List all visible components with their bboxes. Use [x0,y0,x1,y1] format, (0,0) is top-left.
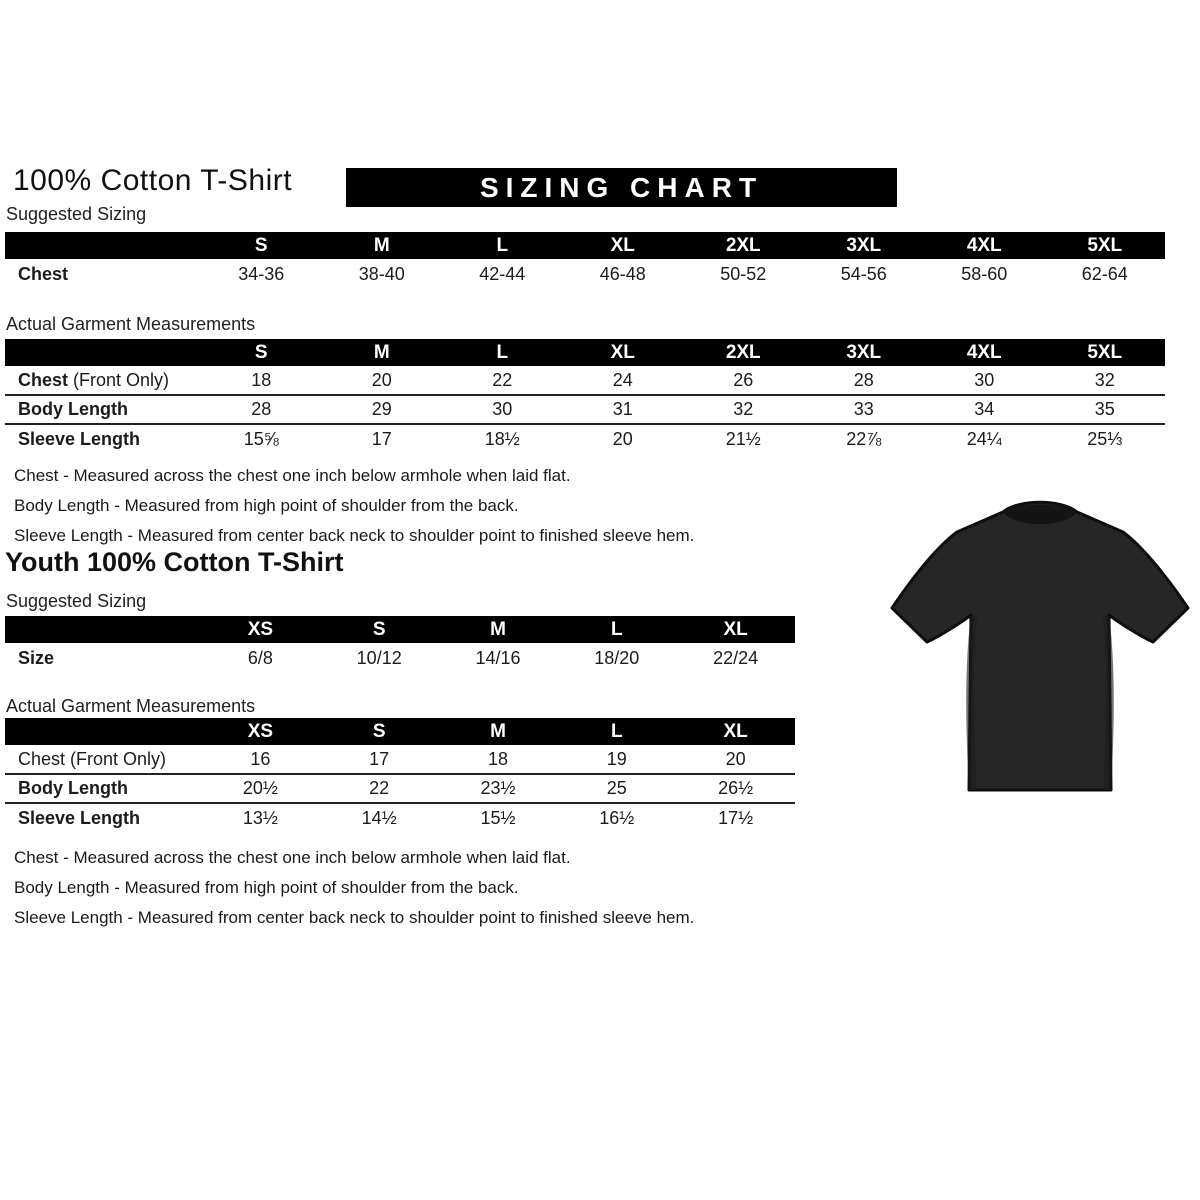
size-column-header: 5XL [1045,232,1166,259]
measurement-value: 29 [322,395,443,424]
size-column-header: S [201,232,322,259]
measurement-value: 20 [322,366,443,395]
header-spacer [5,232,201,259]
note-sleeve-length: Sleeve Length - Measured from center back neck to shoulder point to finished sleeve hem. [14,908,695,927]
measurement-value: 20 [612,428,633,449]
measurement-value: 25⅓ [1087,428,1123,449]
size-column-header: L [442,339,563,366]
note-body-length: Body Length - Measured from high point of shoulder from the back. [14,496,519,515]
measurement-value: 21½ [725,428,761,449]
tshirt-image [885,490,1195,808]
measurement-value: 26 [683,366,804,395]
youth-suggested-sizing-label: Suggested Sizing [6,591,147,611]
measurement-value: 28 [201,395,322,424]
youth-garment-measurements-table [5,718,795,832]
size-header-row [5,616,795,643]
youth-measurement-notes [14,843,694,933]
adult-measurement-notes [14,461,694,551]
size-column-header: L [442,232,563,259]
measurement-value: 25 [557,774,676,803]
measurement-value: 22⅞ [846,428,882,449]
size-column-header: XL [676,616,795,643]
measurement-value: 15⅝ [243,428,279,449]
measurement-row [5,745,795,774]
measurement-value: 20½ [201,774,320,803]
measurement-value: 20 [676,745,795,774]
measurement-row [5,424,1165,453]
size-header-row [5,339,1165,366]
size-column-header: 3XL [804,232,925,259]
measurement-value: 18 [439,745,558,774]
measurement-value: 10/12 [356,648,402,668]
measurement-value: 50-52 [720,264,767,284]
adult-suggested-sizing-label: Suggested Sizing [6,204,147,224]
measurement-value: 18½ [484,428,520,449]
measurement-value: 18/20 [594,648,640,668]
measurement-value: 35 [1045,395,1166,424]
measurement-value: 18 [201,366,322,395]
size-column-header: L [557,718,676,745]
measurement-value: 17 [320,745,439,774]
header-spacer [5,718,201,745]
measurement-value: 22 [320,774,439,803]
measurement-value: 32 [1045,366,1166,395]
header-spacer [5,339,201,366]
measurement-row [5,366,1165,395]
measurement-value: 17½ [718,807,754,828]
measurement-value: 19 [557,745,676,774]
sizing-chart-banner-text: SIZING CHART [479,171,764,203]
measurement-row [5,395,1165,424]
measurement-value: 6/8 [247,648,273,668]
adult-suggested-sizing-table [5,232,1165,290]
measurement-value: 16½ [599,807,635,828]
measurement-row [5,259,1165,290]
size-column-header: XL [676,718,795,745]
measurement-value: 31 [563,395,684,424]
youth-page-title: Youth 100% Cotton T-Shirt [5,547,344,577]
size-header-row [5,718,795,745]
size-column-header: S [201,339,322,366]
row-label: Size [18,648,55,668]
measurement-value: 13½ [242,807,278,828]
size-column-header: 2XL [683,339,804,366]
size-column-header: 4XL [924,339,1045,366]
youth-garment-measurements-label: Actual Garment Measurements [6,696,256,716]
measurement-row [5,774,795,803]
measurement-value: 58-60 [961,264,1008,284]
measurement-value: 42-44 [479,264,526,284]
size-column-header: XS [201,616,320,643]
measurement-value: 16 [201,745,320,774]
youth-suggested-sizing-table [5,616,795,674]
size-column-header: S [320,718,439,745]
row-label: Body Length [5,774,201,803]
measurement-value: 23½ [439,774,558,803]
measurement-value: 22 [442,366,563,395]
size-column-header: S [320,616,439,643]
size-column-header: XL [563,232,684,259]
measurement-value: 28 [804,366,925,395]
measurement-value: 38-40 [358,264,405,284]
measurement-value: 15½ [480,807,516,828]
size-header-row [5,232,1165,259]
measurement-value: 62-64 [1081,264,1128,284]
tshirt-graphic [885,490,1195,808]
measurement-value: 33 [804,395,925,424]
row-label: Sleeve Length [18,807,141,828]
row-label: Sleeve Length [18,428,141,449]
measurement-row [5,643,795,674]
measurement-value: 14½ [361,807,397,828]
size-column-header: L [557,616,676,643]
note-sleeve-length: Sleeve Length - Measured from center back neck to shoulder point to finished sleeve hem. [14,526,695,545]
size-column-header: XS [201,718,320,745]
measurement-row [5,803,795,832]
measurement-value: 14/16 [475,648,521,668]
measurement-value: 26½ [676,774,795,803]
measurement-value: 46-48 [599,264,646,284]
adult-garment-measurements-label: Actual Garment Measurements [6,314,256,334]
sizing-chart-banner [346,168,897,207]
size-column-header: 4XL [924,232,1045,259]
page-title: 100% Cotton T-Shirt [13,164,293,197]
measurement-value: 34-36 [238,264,285,284]
measurement-value: 24¼ [966,428,1002,449]
note-body-length: Body Length - Measured from high point of shoulder from the back. [14,878,519,897]
measurement-value: 32 [683,395,804,424]
measurement-value: 24 [563,366,684,395]
adult-garment-measurements-table [5,339,1165,453]
size-column-header: M [439,616,558,643]
row-label: Chest (Front Only) [5,745,201,774]
size-column-header: XL [563,339,684,366]
size-column-header: M [322,339,443,366]
header-spacer [5,616,201,643]
measurement-value: 34 [924,395,1045,424]
size-column-header: 2XL [683,232,804,259]
size-column-header: M [322,232,443,259]
tshirt-body [892,502,1188,790]
measurement-value: 17 [371,428,392,449]
size-column-header: 5XL [1045,339,1166,366]
measurement-value: 22/24 [713,648,759,668]
size-column-header: M [439,718,558,745]
row-label: Chest [18,264,69,284]
note-chest: Chest - Measured across the chest one inch below armhole when laid flat. [14,848,571,867]
row-label: Chest (Front Only) [5,366,201,395]
row-label: Body Length [5,395,201,424]
measurement-value: 54-56 [840,264,887,284]
measurement-value: 30 [442,395,563,424]
measurement-value: 30 [924,366,1045,395]
note-chest: Chest - Measured across the chest one inch below armhole when laid flat. [14,466,571,485]
size-column-header: 3XL [804,339,925,366]
